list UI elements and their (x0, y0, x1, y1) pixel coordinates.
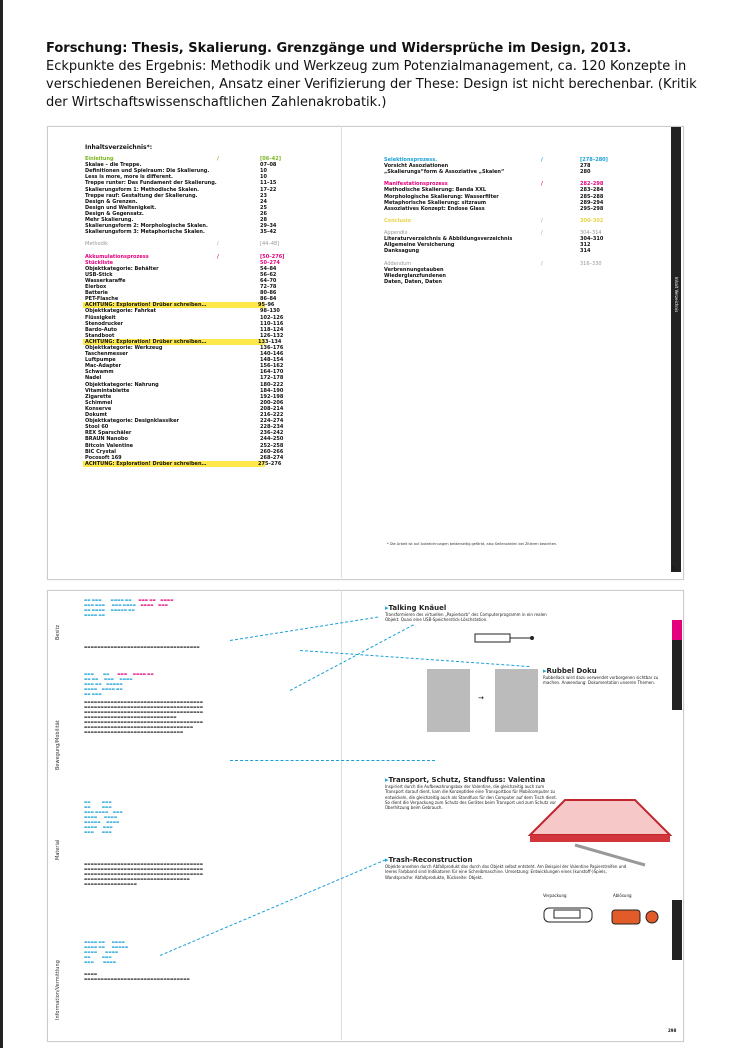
section-tab-dark-2 (672, 900, 682, 960)
toc-entry: Danksagung (384, 248, 420, 255)
toc-entry: Methodische Skalierung: Banda XXL (384, 187, 487, 194)
concept-valentina: ▸Transport, Schutz, Standfuss: Valentina Inspiriert durch die Aufbewahrungsbox der Valentine, die gleichzeitig auch zum Transport darauf dient, kam die Konzeptidee eine Transportbox für Mobilcomputer zu entwickeln, die gleichzeitig auch als Standfuss für den Computer auf dem Tisch dient. So dient die Verpackung zum Schutz des Gerätes beim Transport und zum Schutz vor Überhitzung beim Gebrauch. (385, 776, 558, 811)
rubbel-after-image (495, 669, 538, 732)
toc-page: 118–124 (260, 326, 284, 333)
toc-page: 126–132 (260, 332, 284, 339)
concept-title: Transport, Schutz, Standfuss: Valentina (388, 776, 546, 784)
toc-page: 252–258 (260, 442, 284, 449)
toc-row (384, 279, 644, 285)
toc-entry: Standboot (85, 332, 115, 339)
toc-page: 25 (260, 204, 267, 211)
toc-entry: ACHTUNG: Exploration! Drüber schreiben… (85, 302, 207, 309)
toc-entry: Literaturverzeichnis & Abbildungsverzeichnis (384, 236, 513, 243)
concept-text: Rubbellack wird dazu verwendet vorborgenen sichtbar zu machen. Anwendung: Dokumentation unseren Themen. (543, 675, 659, 686)
toc-entry: Methodik (85, 241, 109, 248)
concept-rubbel-doku: ▸Rubbel Doku Rubbellack wird dazu verwendet vorborgenen sichtbar zu machen. Anwendung: Dokumentation unseren Themen. (543, 667, 659, 686)
arrow-icon: → (478, 694, 484, 702)
toc-page: 295–298 (580, 205, 604, 212)
toc-entry: Skalierungsform 1: Methodische Skalen. (85, 186, 200, 193)
toc-page: 50–274 (260, 259, 280, 266)
toc-page: 244–250 (260, 436, 284, 443)
toc-entry: ACHTUNG: Exploration! Drüber schreiben… (85, 460, 207, 467)
toc-entry: Stückliste (85, 259, 114, 266)
concept-title: Talking Knäuel (388, 604, 447, 612)
section-label-information: Information/Vermittlung (55, 960, 61, 1020)
toc-entry: Batterie (85, 290, 108, 297)
toc-entry: BIC Crystal (85, 448, 116, 455)
connector-line (230, 760, 435, 761)
toc-entry: Mac-Adapter (85, 363, 122, 370)
toc-entry: Stool 60 (85, 424, 109, 431)
toc-entry: Morphologische Skalierung: Wasserfilter (384, 193, 499, 200)
toc-entry: REX Sparschäler (85, 430, 132, 437)
toc-entry: Luftpumpe (85, 357, 116, 364)
toc-left-column (85, 145, 285, 467)
toc-slash: / (541, 181, 543, 188)
toc-entry: Mehr Skalierung. (85, 217, 134, 224)
toc-row (83, 460, 282, 467)
toc-page: 95–96 (258, 302, 275, 309)
toc-entry: Addendum (384, 260, 412, 267)
toc-page: 29–34 (260, 223, 277, 230)
concept-keywords-1: ▬▬ ▬▬▬ ▬▬▬▬ ▬▬ ▬▬▬ ▬▬ ▬▬▬▬ ▬▬▬ ▬▬▬ ▬▬▬ ▬▬▬▬ ▬▬▬▬ ▬▬▬ ▬▬ ▬▬▬▬ ▬▬▬▬▬ ▬▬ ▬▬▬▬ ▬▬ (84, 598, 174, 617)
toc-entry: Konserve (85, 405, 112, 412)
toc-slash: / (541, 230, 543, 237)
toc-entry: Design & Grenzen. (85, 198, 138, 205)
toc-entry: Zigarette (85, 393, 112, 400)
sketch-label-verpackung: Verpackung (543, 893, 567, 898)
concept-trash-reconstruction: ▸Trash-Reconstruction Objekte ansehen durch Abfallprodukt das durch das Objekt selbst entsteht. Am Beispiel der Valentine Papierstreifen und leeres Farbband sind Indikatoren für eine Schreibmaschine. Umsetzung: Entwicklungen eines (kunstoff-)Spiels, Wandsprache: Abfallprodukte, Rückseite: Objekt. (385, 856, 627, 880)
toc-page: 282–298 (580, 181, 604, 188)
toc-page: 110–116 (260, 320, 284, 327)
toc-slash: / (541, 157, 543, 163)
toc-entry: Treppe runter: Das Fundament der Skalierung. (85, 180, 217, 187)
usb-sketch (470, 628, 540, 648)
toc-entry: Wiederglanzfundenen (384, 272, 446, 279)
toc-entry: Schimmel (85, 399, 113, 406)
concept-keywords-4: ▬▬▬▬ ▬▬ ▬▬▬▬ ▬▬▬▬ ▬▬ ▬▬▬▬▬ ▬▬▬▬ ▬▬▬▬ ▬▬ ▬▬▬ ▬▬▬ ▬▬▬▬ (84, 940, 129, 964)
toc-page: 200–206 (260, 399, 284, 406)
toc-entry: Selektionsprozess. (384, 157, 438, 163)
toc-entry: Objektkategorie: Nahrung (85, 381, 159, 388)
toc-page: 80–86 (260, 290, 277, 297)
toc-entry: Objektkategorie: Fahrkat (85, 308, 157, 315)
toc-page: 192–198 (260, 393, 284, 400)
toc-entry: Pocosoft 169 (85, 454, 122, 461)
toc-page: 86–84 (260, 296, 277, 303)
page-description: Eckpunkte des Ergebnis: Methodik und Werkzeug zum Potenzialmanagement, ca. 120 Konzepte in verschiedenen Bereichen, Ansatz einer Verifizierung der These: Design ist nicht berechenbar. (Kritik der Wirtschaftswissenschaftlichen Zahlenakrobatik.) (46, 59, 697, 110)
toc-entry: Skalierungsform 2: Morphologische Skalen. (85, 223, 208, 230)
toc-page: 285–288 (580, 193, 604, 200)
toc-entry: Definitionen und Spielraum: Die Skalierung. (85, 168, 210, 175)
toc-page: [06–42] (260, 156, 281, 163)
toc-page: 224–274 (260, 418, 284, 425)
toc-page: 236–242 (260, 430, 284, 437)
toc-entry: Dokumt (85, 412, 108, 419)
toc-entry: Daten, Daten, Daten (384, 278, 442, 285)
toc-entry: Eierbox (85, 284, 107, 291)
section-label-material: Material (55, 839, 61, 860)
toc-page: 304–314 (580, 230, 602, 237)
toc-page: 17–22 (260, 186, 277, 193)
toc-entry: Bitcoin Valentine (85, 442, 134, 449)
toc-slash: / (217, 253, 219, 260)
toc-entry: Skalae – die Treppe. (85, 162, 142, 169)
concept-keywords-3: ▬▬ ▬▬▬ ▬▬ ▬▬▬ ▬▬▬ ▬▬▬▬ ▬▬▬ ▬▬▬▬ ▬▬▬▬ ▬▬▬▬▬ ▬▬▬▬ ▬▬▬▬ ▬▬▬ ▬▬▬ ▬▬▬ (84, 800, 123, 834)
rubbel-before-image (427, 669, 470, 732)
concept-keywords-2: ▬▬▬ ▬▬ ▬▬▬ ▬▬▬▬ ▬▬ ▬▬ ▬▬ ▬▬▬ ▬▬▬▬ ▬▬▬ ▬▬ ▬▬▬▬▬ ▬▬▬▬ ▬▬▬▬ ▬▬ ▬▬ ▬▬▬ (84, 672, 154, 696)
toc-page: 312 (580, 242, 591, 249)
concept-notes-2: ▬▬▬▬▬▬▬▬▬▬▬▬▬▬▬▬▬▬▬▬▬▬▬▬▬▬▬▬▬▬▬▬▬▬▬▬ ▬▬▬▬▬▬▬▬▬▬▬▬▬▬▬▬▬▬▬▬▬▬▬▬▬▬▬▬▬▬▬▬▬▬▬▬ ▬▬▬▬▬▬▬▬▬▬▬▬▬▬▬▬▬▬▬▬▬▬▬▬▬▬▬▬▬▬▬▬▬▬▬▬ ▬▬▬▬▬▬▬▬▬▬▬▬▬▬▬▬▬▬▬▬▬▬▬▬▬▬▬▬ ▬▬▬▬▬▬▬▬▬▬▬▬▬▬▬▬▬▬▬▬▬▬▬▬▬▬▬▬▬▬▬▬▬▬▬▬ ▬▬▬▬▬▬▬▬▬▬▬▬▬▬▬▬▬▬▬▬▬▬▬▬▬▬▬▬▬▬▬▬▬ ▬▬▬▬▬▬▬▬▬▬▬▬▬▬▬▬▬▬▬▬▬▬▬▬▬▬▬▬▬▬ (84, 700, 204, 734)
toc-entry: PET-Flasche (85, 296, 119, 303)
toc-page: 283–284 (580, 187, 604, 194)
toc-page: 35–42 (260, 229, 277, 236)
toc-page: 289–294 (580, 199, 604, 206)
toc-page: 180–222 (260, 381, 284, 388)
concept-notes-1: ▬▬▬▬▬▬▬▬▬▬▬▬▬▬▬▬▬▬▬▬▬▬▬▬▬▬▬▬▬▬▬▬▬▬▬ (84, 645, 200, 649)
toc-entry: Vorsicht Assoziationen (384, 163, 449, 170)
toc-entry: Assoziatives Konzept: Endose Glass (384, 205, 485, 212)
toc-page: 56–62 (260, 271, 277, 278)
toc-entry: Vitamintablette (85, 387, 130, 394)
spread-gutter-2 (341, 590, 342, 1040)
toc-slash: / (541, 260, 543, 267)
toc-page: 11–15 (260, 180, 277, 187)
page-number-2: 298 (668, 1028, 677, 1033)
toc-entry: Metaphorische Skalierung: sitzraum (384, 199, 487, 206)
toc-page: 184–190 (260, 387, 284, 394)
toc-page: 156–162 (260, 363, 284, 370)
toc-right-column (384, 157, 644, 285)
toc-page: 136–176 (260, 345, 284, 351)
toc-entry: Treppe rauf: Gestaltung der Skalierung. (85, 192, 198, 199)
toc-page: 26 (260, 210, 267, 217)
toc-entry: Einleitung (85, 156, 114, 163)
toc-entry: Akkumulationsprozess (85, 253, 149, 260)
toc-page: 172–178 (260, 375, 284, 382)
page-title: Forschung: Thesis, Skalierung. Grenzgänge und Widersprüche im Design, 2013. (46, 41, 632, 56)
toc-page: 24 (260, 198, 267, 205)
toc-page: 07–08 (260, 162, 277, 169)
toc-entry: Skalierungsform 3: Metaphorische Skalen. (85, 229, 205, 236)
sketch-label-abloesung: Ablösung (613, 893, 632, 898)
toc-page: 133–134 (258, 338, 282, 345)
concept-text: Transformieren des virtuellen „Papierkorb“ des Computerprogramm in ein realen Objekt. Quasi eine USB-Speicherstick-Löschstation. (385, 612, 547, 623)
page-number: 5 (672, 566, 675, 571)
toc-entry: Schwamm (85, 369, 114, 376)
toc-slash: / (217, 156, 219, 163)
spread-gutter (341, 126, 342, 578)
toc-entry: Verbrennungstauben (384, 266, 444, 273)
toc-page: 260–266 (260, 448, 284, 455)
toc-page: 23 (260, 192, 267, 199)
section-label-bewegung: Bewegung/Mobilität (55, 720, 61, 770)
toc-entry: Design & Gegensatz. (85, 210, 144, 217)
concept-text: Objekte ansehen durch Abfallprodukt das durch das Objekt selbst entsteht. Am Beispiel der Valentine Papierstreifen und leeres Farbband sind Indikatoren für eine Schreibmaschine. Umsetzung: Entwicklungen eines (kunstoff-)Spiels, Wandsprache: Abfallprodukte, Rückseite: Objekt. (385, 864, 627, 880)
toc-page: 208–214 (260, 405, 284, 412)
toc-page: 314 (580, 248, 591, 255)
verpackung-sketch (540, 900, 600, 930)
footnote: * Die Arbeit ist auf Aufzeichnungen beiderseitig gefärbt, also Seitenzahlen bei Zitieren beachten. (387, 542, 558, 546)
toc-page: [278–280] (580, 157, 608, 163)
toc-page: 268–274 (260, 454, 284, 461)
concept-notes-3: ▬▬▬▬▬▬▬▬▬▬▬▬▬▬▬▬▬▬▬▬▬▬▬▬▬▬▬▬▬▬▬▬▬▬▬▬ ▬▬▬▬▬▬▬▬▬▬▬▬▬▬▬▬▬▬▬▬▬▬▬▬▬▬▬▬▬▬▬▬▬▬▬▬ ▬▬▬▬▬▬▬▬▬▬▬▬▬▬▬▬▬▬▬▬▬▬▬▬▬▬▬▬▬▬▬▬▬▬▬▬ ▬▬▬▬▬▬▬▬▬▬▬▬▬▬▬▬▬▬▬▬▬▬▬▬▬▬▬▬▬▬▬▬ ▬▬▬▬▬▬▬▬▬▬▬▬▬▬▬▬ (84, 862, 204, 886)
toc-entry: Allgemeine Versicherung (384, 242, 455, 249)
toc-page: 148–154 (260, 357, 284, 364)
toc-entry: Conclusio (384, 217, 412, 224)
toc-entry: Taschenmesser (85, 351, 129, 358)
toc-entry: Objektkategorie: Behälter (85, 265, 159, 272)
toc-heading: Inhaltsverzeichnis*: (85, 144, 153, 151)
toc-entry: Less is more, more is different. (85, 174, 173, 181)
toc-page: [44–48] (260, 241, 280, 248)
toc-entry: Manifestationsprozess (384, 181, 448, 188)
toc-page: 278 (580, 163, 591, 170)
toc-page: 140–146 (260, 351, 284, 358)
abloesung-sketch (608, 900, 668, 930)
toc-entry: Bardo-Auto (85, 326, 117, 333)
toc-entry: Appendix (384, 230, 408, 237)
toc-page: 304–310 (580, 236, 604, 243)
toc-entry: Stenodrucker (85, 320, 123, 327)
toc-page: 216–222 (260, 412, 284, 419)
toc-page: [50–276] (260, 253, 285, 260)
concept-text: Inspiriert durch die Aufbewahrungsbox der Valentine, die gleichzeitig auch zum Transport darauf dient, kam die Konzeptidee eine Transportbox für Mobilcomputer zu entwickeln, die gleichzeitig auch als Standfuss für den Computer auf dem Tisch dient. So dient die Verpackung zum Schutz des Gerätes beim Transport und zum Schutz vor Überhitzung beim Gebrauch. (385, 784, 558, 811)
toc-entry: ACHTUNG: Exploration! Drüber schreiben… (85, 338, 207, 345)
toc-entry: Nadel (85, 375, 102, 382)
toc-entry: Flüssigkeit (85, 314, 116, 321)
concept-title: Rubbel Doku (546, 667, 597, 675)
toc-entry: Design und Weltenigkeit. (85, 204, 157, 211)
toc-page: 275–276 (258, 460, 282, 467)
concept-title: Trash-Reconstruction (388, 856, 473, 864)
toc-page: 228–234 (260, 424, 284, 431)
toc-page: 28 (260, 217, 267, 224)
toc-page: 10 (260, 174, 267, 181)
toc-page: 10 (260, 168, 267, 175)
toc-entry: „Skalierungs“form & Assoziative „Skalen“ (384, 169, 505, 176)
toc-entry: BRAUN Nanobo (85, 436, 128, 443)
concept-notes-4: ▬▬▬▬ ▬▬▬▬▬▬▬▬▬▬▬▬▬▬▬▬▬▬▬▬▬▬▬▬▬▬▬▬▬▬▬▬ (84, 972, 190, 981)
toc-entry: Wasserkaraffe (85, 277, 126, 284)
toc-page: 280 (580, 169, 591, 176)
toc-page: 316–330 (580, 260, 602, 267)
toc-page: 164–170 (260, 369, 284, 376)
left-edge-bar (0, 0, 3, 1048)
section-tab-dark (672, 640, 682, 710)
toc-page: 98–130 (260, 308, 280, 315)
toc-page: 300–302 (580, 217, 604, 224)
concept-talking-knaeuel: ▸Talking Knäuel Transformieren des virtuellen „Papierkorb“ des Computerprogramm in ein realen Objekt. Quasi eine USB-Speicherstick-Löschstation. (385, 604, 547, 623)
toc-entry: Objektkategorie: Designklassiker (85, 418, 179, 425)
toc-page: 54–84 (260, 265, 277, 272)
toc-slash: / (217, 241, 219, 248)
toc-page: 102–126 (260, 314, 284, 321)
side-tab-label: Inhalt Verzeichnis (674, 276, 680, 313)
toc-entry: Objektkategorie: Werkzeug (85, 345, 163, 351)
toc-page: 72–78 (260, 284, 277, 291)
side-tab (671, 127, 681, 572)
toc-entry: USB-Stick (85, 271, 113, 278)
toc-slash: / (541, 217, 543, 224)
section-label-besitz: Besitz (55, 624, 61, 640)
toc-page: 64–70 (260, 277, 277, 284)
